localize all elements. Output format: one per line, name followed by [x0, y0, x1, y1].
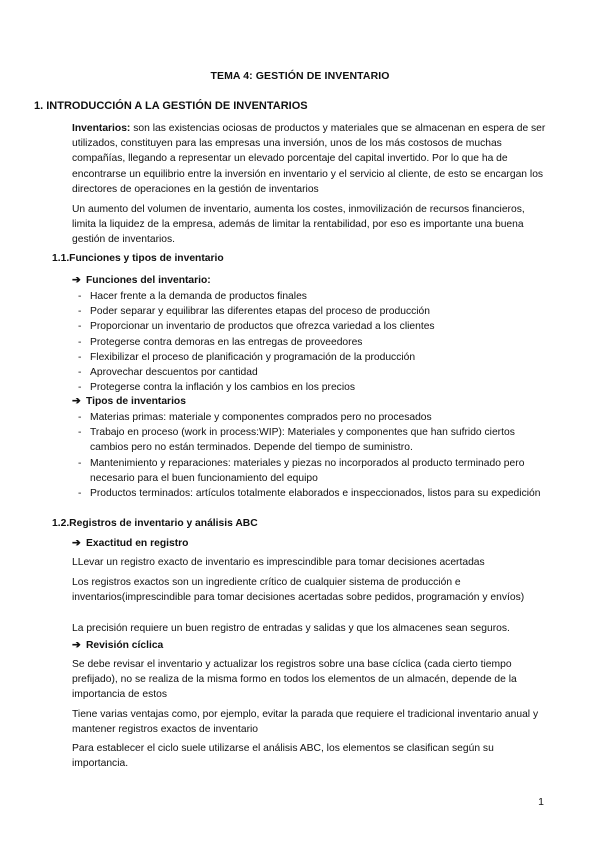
section-1-paragraph-2: Un aumento del volumen de inventario, aumenta los costes, inmovilización de recursos financieros, limita la liquidez de la empresa, además de limitar la rentabilidad, por eso es importante una buena gestión de inventarios. — [72, 204, 525, 246]
exactitud-paragraph-2: Los registros exactos son un ingrediente crítico de cualquier sistema de producción e inventarios(imprescindible para tomar decisiones acertadas sobre pedidos, programación y envíos) — [72, 577, 525, 604]
list-item: - Protegerse contra demoras en las entregas de proveedores — [78, 335, 548, 350]
funciones-list — [78, 289, 548, 395]
document-title: TEMA 4: GESTIÓN DE INVENTARIO — [210, 70, 390, 82]
list-item: - Aprovechar descuentos por cantidad — [78, 365, 548, 380]
arrow-right-icon: ➔ — [72, 538, 81, 549]
tipos-heading — [72, 395, 186, 407]
page-number: 1 — [538, 796, 544, 808]
exactitud-paragraph-3: La precisión requiere un buen registro de entradas y salidas y que los almacenes sean seguros. — [72, 623, 510, 634]
ciclica-heading — [72, 639, 163, 651]
list-item: - Productos terminados: artículos totalmente elaborados e inspeccionados, listos para su expedición — [78, 486, 548, 501]
list-item: - Mantenimiento y reparaciones: materiales y piezas no incorporados al producto terminado pero necesario para el buen funcionamiento del equipo — [78, 456, 548, 486]
exactitud-heading — [72, 537, 188, 549]
funciones-heading-label: Funciones del inventario: — [86, 275, 211, 286]
ciclica-paragraph-3: Para establecer el ciclo suele utilizarse el análisis ABC, los elementos se clasifican según su importancia. — [72, 743, 494, 770]
exactitud-paragraph-1: LLevar un registro exacto de inventario es imprescindible para tomar decisiones acertadas — [72, 557, 485, 568]
section-1-2-heading: 1.2.Registros de inventario y análisis ABC — [52, 518, 258, 529]
arrow-right-icon: ➔ — [72, 396, 81, 407]
arrow-right-icon: ➔ — [72, 275, 81, 286]
ciclica-paragraph-1: Se debe revisar el inventario y actualizar los registros sobre una base cíclica (cada cierto tiempo prefijado), no se realiza de la misma formo en todos los elementos de un almacén, depende de la importancia de estos — [72, 659, 517, 701]
tipos-heading-label: Tipos de inventarios — [86, 396, 186, 407]
funciones-heading — [72, 274, 211, 286]
list-item: - Proporcionar un inventario de productos que ofrezca variedad a los clientes — [78, 319, 548, 334]
section-1-heading: 1. INTRODUCCIÓN A LA GESTIÓN DE INVENTARIOS — [34, 100, 308, 112]
list-item: - Materias primas: materiale y componentes comprados pero no procesados — [78, 410, 548, 425]
section-1-1-heading: 1.1.Funciones y tipos de inventario — [52, 253, 224, 264]
ciclica-heading-label: Revisión cíclica — [86, 640, 164, 651]
list-item: - Flexibilizar el proceso de planificación y programación de la producción — [78, 350, 548, 365]
tipos-list — [78, 410, 548, 501]
arrow-right-icon: ➔ — [72, 640, 81, 651]
definition-term: Inventarios: — [72, 123, 131, 134]
definition-text: son las existencias ociosas de productos y materiales que se almacenan en espera de ser utilizados, constituyen para las empresas una inversión, unos de los más costosos de muchas compañías, llegando a representar un elevado porcentaje del capital invertido. Por lo que ha de encontrarse un equilibrio entre la inversión en inventario y el servicio al cliente, de esto se encargan los directores de operaciones en la gestión de inventarios — [72, 123, 546, 195]
list-item: - Poder separar y equilibrar las diferentes etapas del proceso de producción — [78, 304, 548, 319]
inventarios-definition — [72, 121, 547, 197]
exactitud-heading-label: Exactitud en registro — [86, 538, 189, 549]
ciclica-paragraph-2: Tiene varias ventajas como, por ejemplo, evitar la parada que requiere el tradicional inventario anual y mantener registros exactos de inventario — [72, 709, 539, 736]
list-item: - Hacer frente a la demanda de productos finales — [78, 289, 548, 304]
list-item: - Protegerse contra la inflación y los cambios en los precios — [78, 380, 548, 395]
list-item: - Trabajo en proceso (work in process:WIP): Materiales y componentes que han sufrido ciertos cambios pero no están terminados. Depende del tiempo de suministro. — [78, 425, 548, 455]
